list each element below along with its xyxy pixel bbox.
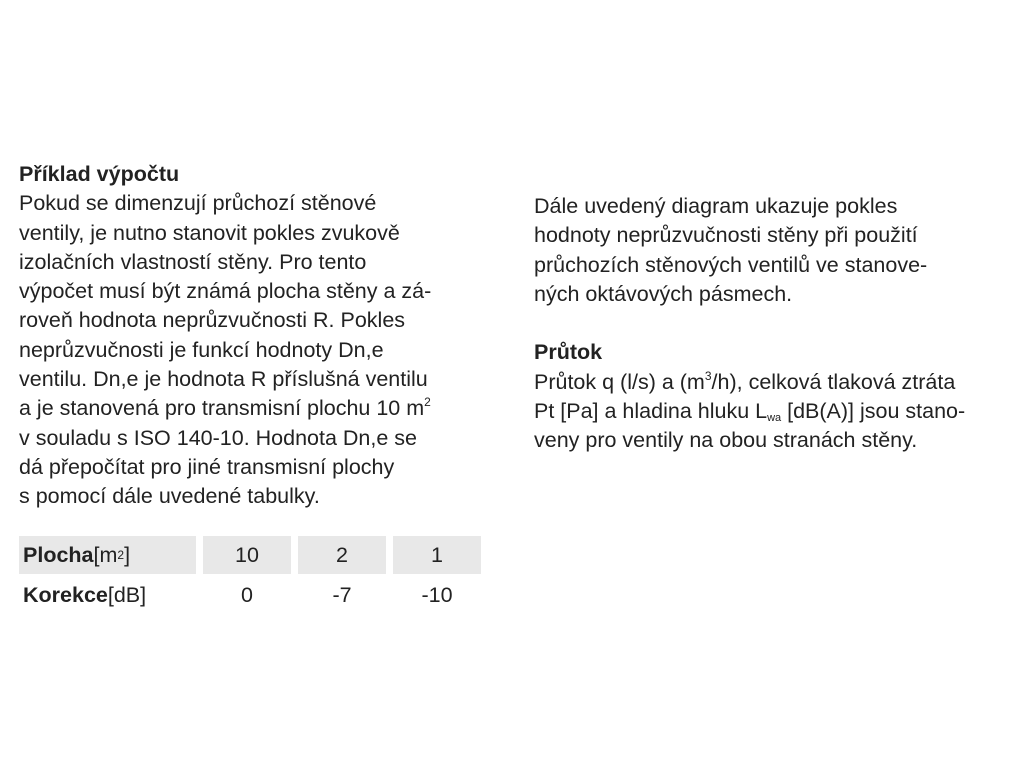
paragraph-line: roveň hodnota neprůzvučnosti R. Pokles (19, 308, 406, 333)
spacer (534, 309, 1004, 338)
table-cell: 10 (203, 536, 291, 574)
left-column (19, 160, 509, 512)
label-bold: Plocha (23, 542, 94, 567)
subscript: wa (767, 412, 782, 425)
paragraph-line: dá přepočítat pro jiné transmisní plochy (19, 454, 395, 479)
paragraph-line: průchozích stěnových ventilů ve stanove- (534, 252, 928, 277)
table-cell: 0 (241, 582, 253, 607)
label-unit: [m (93, 542, 118, 567)
section-heading-calculation: Příklad výpočtu (19, 162, 180, 186)
text: /h), celková tlaková ztráta (711, 369, 956, 394)
paragraph-line (534, 368, 1004, 397)
paragraph-line: výpočet musí být známá plocha stěny a zá- (19, 279, 432, 304)
paragraph-line-area (19, 394, 509, 423)
section-heading-flow: Průtok (534, 340, 603, 365)
text: Průtok q (l/s) a (m (534, 369, 705, 394)
row-label-correction (19, 576, 196, 614)
text: [dB(A)] jsou stano- (781, 399, 966, 424)
paragraph-line: Dále uvedený diagram ukazuje pokles (534, 194, 898, 218)
paragraph-line: ných oktávových pásmech. (534, 281, 793, 306)
table-row-area (19, 536, 481, 574)
paragraph-line: ventilu. Dn,e je hodnota R příslušná ventilu (19, 367, 428, 392)
superscript: 2 (424, 395, 431, 410)
table-cell: 1 (393, 536, 481, 574)
table-cell: -7 (332, 582, 352, 607)
label-unit: [dB] (107, 582, 147, 607)
paragraph-line: izolačních vlastností stěny. Pro tento (19, 249, 367, 274)
paragraph-line: ventily, je nutno stanovit pokles zvukově (19, 220, 400, 245)
paragraph-line: v souladu s ISO 140-10. Hodnota Dn,e se (19, 425, 417, 450)
paragraph-line: Pokud se dimenzují průchozí stěnové (19, 191, 377, 216)
paragraph-line (534, 397, 1004, 426)
paragraph-line: s pomocí dále uvedené tabulky. (19, 484, 320, 509)
table-row-correction (19, 576, 481, 614)
right-column (534, 192, 1004, 456)
label-unit-close: ] (124, 542, 131, 567)
table-cell: -10 (421, 582, 453, 607)
table-cell: 2 (298, 536, 386, 574)
row-label-area: Plocha [m 2 ] (19, 536, 196, 574)
correction-table (19, 536, 481, 614)
paragraph-line: neprůzvučnosti je funkcí hodnoty Dn,e (19, 337, 384, 362)
paragraph-line: veny pro ventily na obou stranách stěny. (534, 428, 918, 453)
text: Pt [Pa] a hladina hluku L (534, 399, 768, 424)
superscript: 3 (704, 368, 712, 383)
paragraph-line: hodnoty neprůzvučnosti stěny při použití (534, 223, 918, 248)
text: a je stanovená pro transmisní plochu 10 m (19, 396, 425, 421)
label-bold: Korekce (23, 582, 108, 607)
